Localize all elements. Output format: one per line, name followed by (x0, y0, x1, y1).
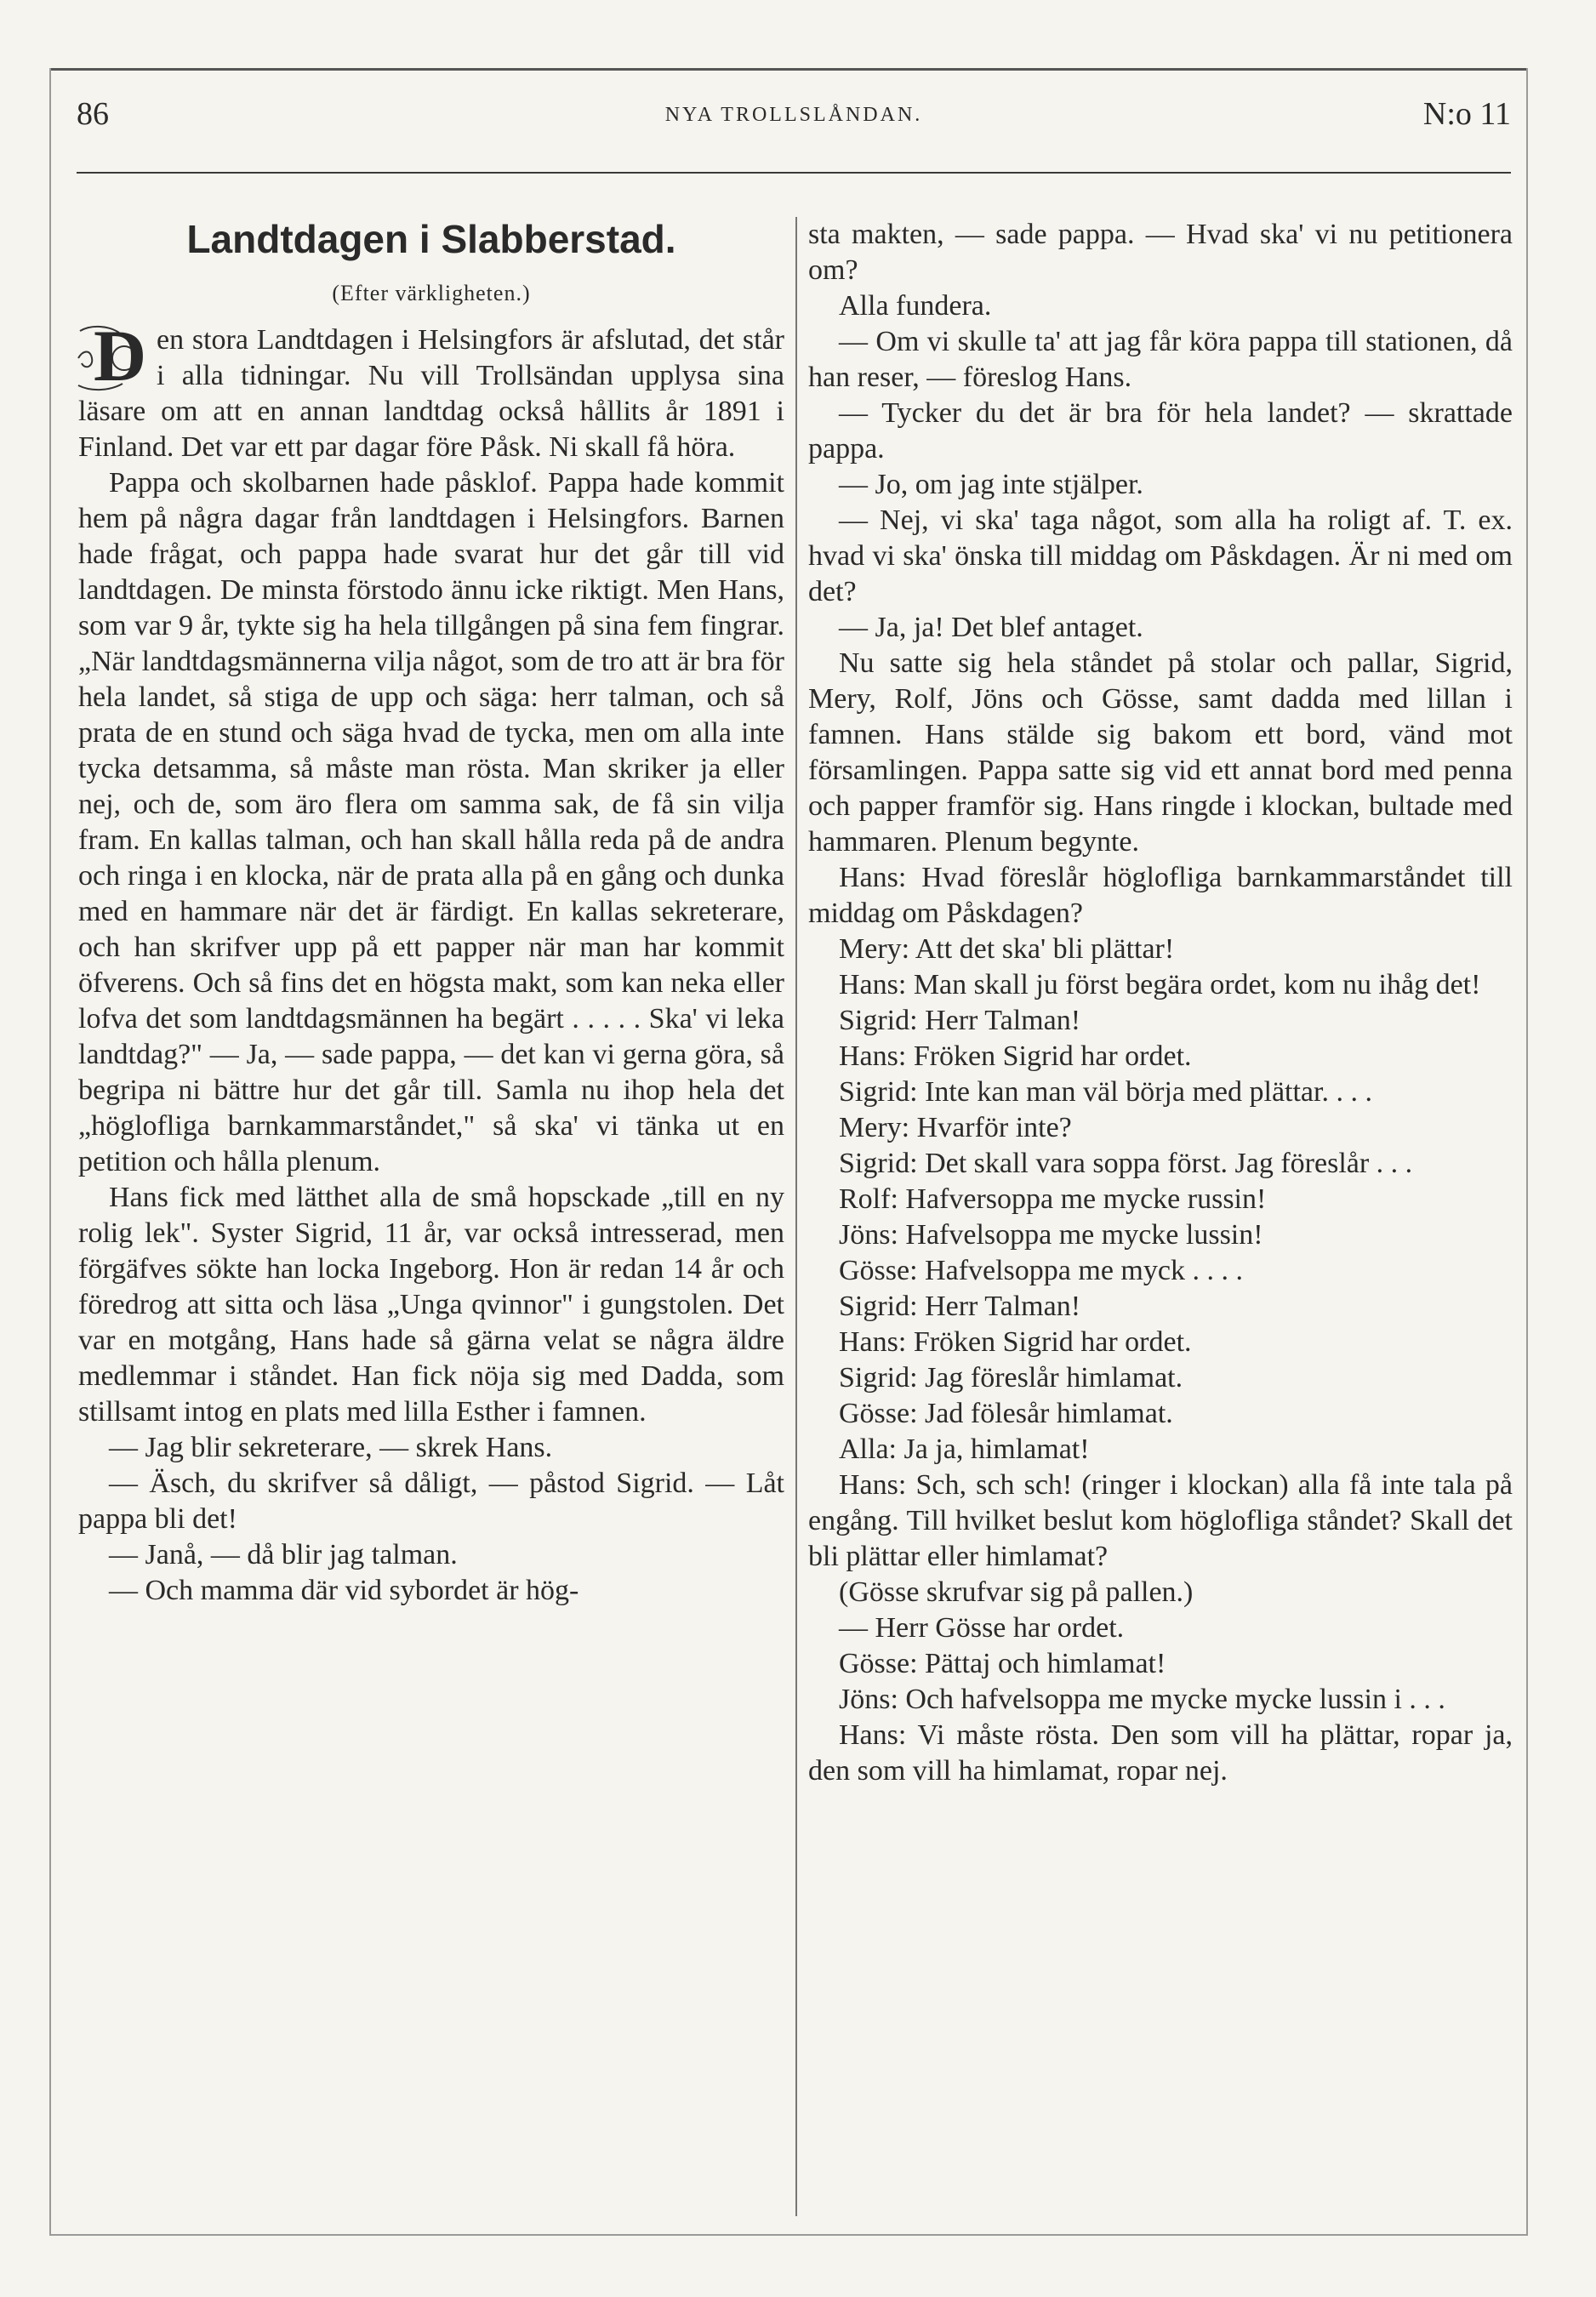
paragraph: — Nej, vi ska' taga något, som alla ha roligt af. T. ex. hvad vi ska' önska till middag om Påskdagen. Är ni med om det? (808, 504, 1513, 607)
dialogue-line: Sigrid: Herr Talman! (839, 1005, 1081, 1036)
right-column (808, 217, 1513, 1789)
dialogue-line: Hans: Sch, sch sch! (ringer i klockan) alla få inte tala på engång. Till hvilket beslut kom höglofliga ståndet? Skall det bli plättar eller himlamat? (808, 1469, 1513, 1572)
paragraph: en stora Landtdagen i Helsingfors är afslutad, det står i alla tidningar. Nu vill Trollsändan upplysa sina läsare om att en annan landtdag också hållits år 1891 i Finland. Det var ett par dagar före Påsk. Ni skall få höra. (78, 324, 784, 463)
dialogue-line: Rolf: Hafversoppa me mycke russin! (839, 1183, 1267, 1215)
paragraph: — Ja, ja! Det blef antaget. (839, 612, 1143, 643)
page-border-top (49, 68, 1528, 71)
dialogue-line: (Gösse skrufvar sig på pallen.) (839, 1576, 1194, 1608)
dialogue-line: Mery: Att det ska' bli plättar! (839, 933, 1175, 965)
dialogue-line: Gösse: Pättaj och himlamat! (839, 1648, 1166, 1679)
dialogue-line: Gösse: Jad fölesår himlamat. (839, 1398, 1173, 1429)
paragraph: — Janå, — då blir jag talman. (109, 1539, 458, 1570)
dialogue-line: Hans: Fröken Sigrid har ordet. (839, 1326, 1192, 1358)
ornamental-drop-cap (75, 315, 151, 396)
running-head (77, 95, 1511, 138)
paragraph: sta makten, — sade pappa. — Hvad ska' vi nu petitionera om? (808, 219, 1513, 286)
dialogue-line: Hans: Fröken Sigrid har ordet. (839, 1040, 1192, 1072)
paragraph: Pappa och skolbarnen hade påsklof. Pappa hade kommit hem på några dagar från landtdagen i Helsingfors. Barnen hade frågat, och pappa hade svarat hur det går till vid landtdagen. De minsta förstodo ännu icke riktigt. Men Hans, som var 9 år, tykte sig ha hela tillgången på sina fem fingrar. „När landtdagsmännerna vilja något, som de tro att är bra för hela landet, så stiga de upp och säga: herr talman, och så prata de en stund och säga hvad de tycka, men om alla inte tycka detsamma, så måste man rösta. Man skriker ja eller nej, och de, som äro flera om samma sak, de få sin vilja fram. En kallas talman, och han skall hålla reda på de andra och ringa i en klocka, när de prata alla på en gång och dunka med en hammare när det är färdigt. En kallas sekreterare, och han skrifver upp på ett papper när man har kommit öfverens. Och så fins det en högsta makt, som kan neka eller lofva det som landtdagsmännen ha begärt . . . . . Ska' vi leka landtdag?" — Ja, — sade pappa, — det kan vi gerna göra, så begripa ni bättre hur det går till. Samla nu ihop hela det „höglofliga barnkammarståndet," så ska' vi tänka ut en petition och hålla plenum. (78, 467, 784, 1177)
dialogue-line: Jöns: Hafvelsoppa me mycke lussin! (839, 1219, 1263, 1251)
dialogue-line: Hans: Hvad föreslår höglofliga barnkammarståndet till middag om Påskdagen? (808, 862, 1513, 929)
paragraph: — Tycker du det är bra för hela landet? — skrattade pappa. (808, 397, 1513, 465)
page-border-right (1526, 68, 1528, 2236)
dialogue-line: — Herr Gösse har ordet. (839, 1612, 1125, 1644)
dialogue-line: Hans: Vi måste rösta. Den som vill ha plättar, ropar ja, den som vill ha himlamat, ropar nej. (808, 1719, 1513, 1787)
header-rule (77, 172, 1511, 174)
dialogue-line: Hans: Man skall ju först begära ordet, kom nu ihåg det! (839, 969, 1481, 1000)
dialogue-line: Jöns: Och hafvelsoppa me mycke mycke lussin i . . . (839, 1684, 1445, 1715)
dialogue-line: Sigrid: Jag föreslår himlamat. (839, 1362, 1183, 1394)
dialogue-line: Sigrid: Herr Talman! (839, 1291, 1081, 1322)
paragraph: — Om vi skulle ta' att jag får köra pappa till stationen, då han reser, — föreslog Hans. (808, 326, 1513, 393)
left-column (78, 217, 784, 1609)
paragraph: — Jo, om jag inte stjälper. (839, 469, 1143, 500)
page-border-left (49, 68, 51, 2236)
dialogue-line: Sigrid: Det skall vara soppa först. Jag föreslår . . . (839, 1148, 1413, 1179)
dialogue-line: Mery: Hvarför inte? (839, 1112, 1072, 1143)
paragraph: Nu satte sig hela ståndet på stolar och pallar, Sigrid, Mery, Rolf, Jöns och Gösse, samt dadda med lillan i famnen. Hans stälde sig bakom ett bord, vänd mot församlingen. Pappa satte sig vid ett annat bord med penna och papper framför sig. Hans ringde i klockan, bultade med hammaren. Plenum begynte. (808, 647, 1513, 858)
paragraph: Alla fundera. (839, 290, 992, 322)
issue-number: N:o 11 (1422, 96, 1511, 132)
article-title: Landtdagen i Slabberstad. (186, 217, 676, 261)
paragraph: Hans fick med lätthet alla de små hopsckade „till en ny rolig lek". Syster Sigrid, 11 år, var också intresserad, men förgäfves sökte han locka Ingeborg. Hon är redan 14 år och föredrog att sitta och läsa „Unga qvinnor" i gungstolen. Det var en motgång, Hans hade så gärna velat se några äldre medlemmar i ståndet. Han fick nöja sig med Dadda, som stillsamt intog en plats med lilla Esther i famnen. (78, 1182, 784, 1428)
page-number: 86 (77, 96, 109, 132)
drop-cap-letter: D (94, 315, 147, 396)
dialogue-line: Gösse: Hafvelsoppa me myck . . . . (839, 1255, 1243, 1286)
dialogue-line: Sigrid: Inte kan man väl börja med plättar. . . . (839, 1076, 1372, 1108)
column-divider (795, 217, 797, 2216)
page-border-bottom (49, 2234, 1528, 2236)
journal-title: NYA TROLLSLÅNDAN. (664, 104, 923, 126)
paragraph: — Jag blir sekreterare, — skrek Hans. (109, 1432, 553, 1463)
article-subtitle: (Efter värkligheten.) (332, 281, 531, 305)
paragraph: — Och mamma där vid sybordet är hög- (109, 1575, 579, 1606)
paragraph: — Äsch, du skrifver så dåligt, — påstod Sigrid. — Låt pappa bli det! (78, 1468, 784, 1535)
dialogue-line: Alla: Ja ja, himlamat! (839, 1433, 1090, 1465)
